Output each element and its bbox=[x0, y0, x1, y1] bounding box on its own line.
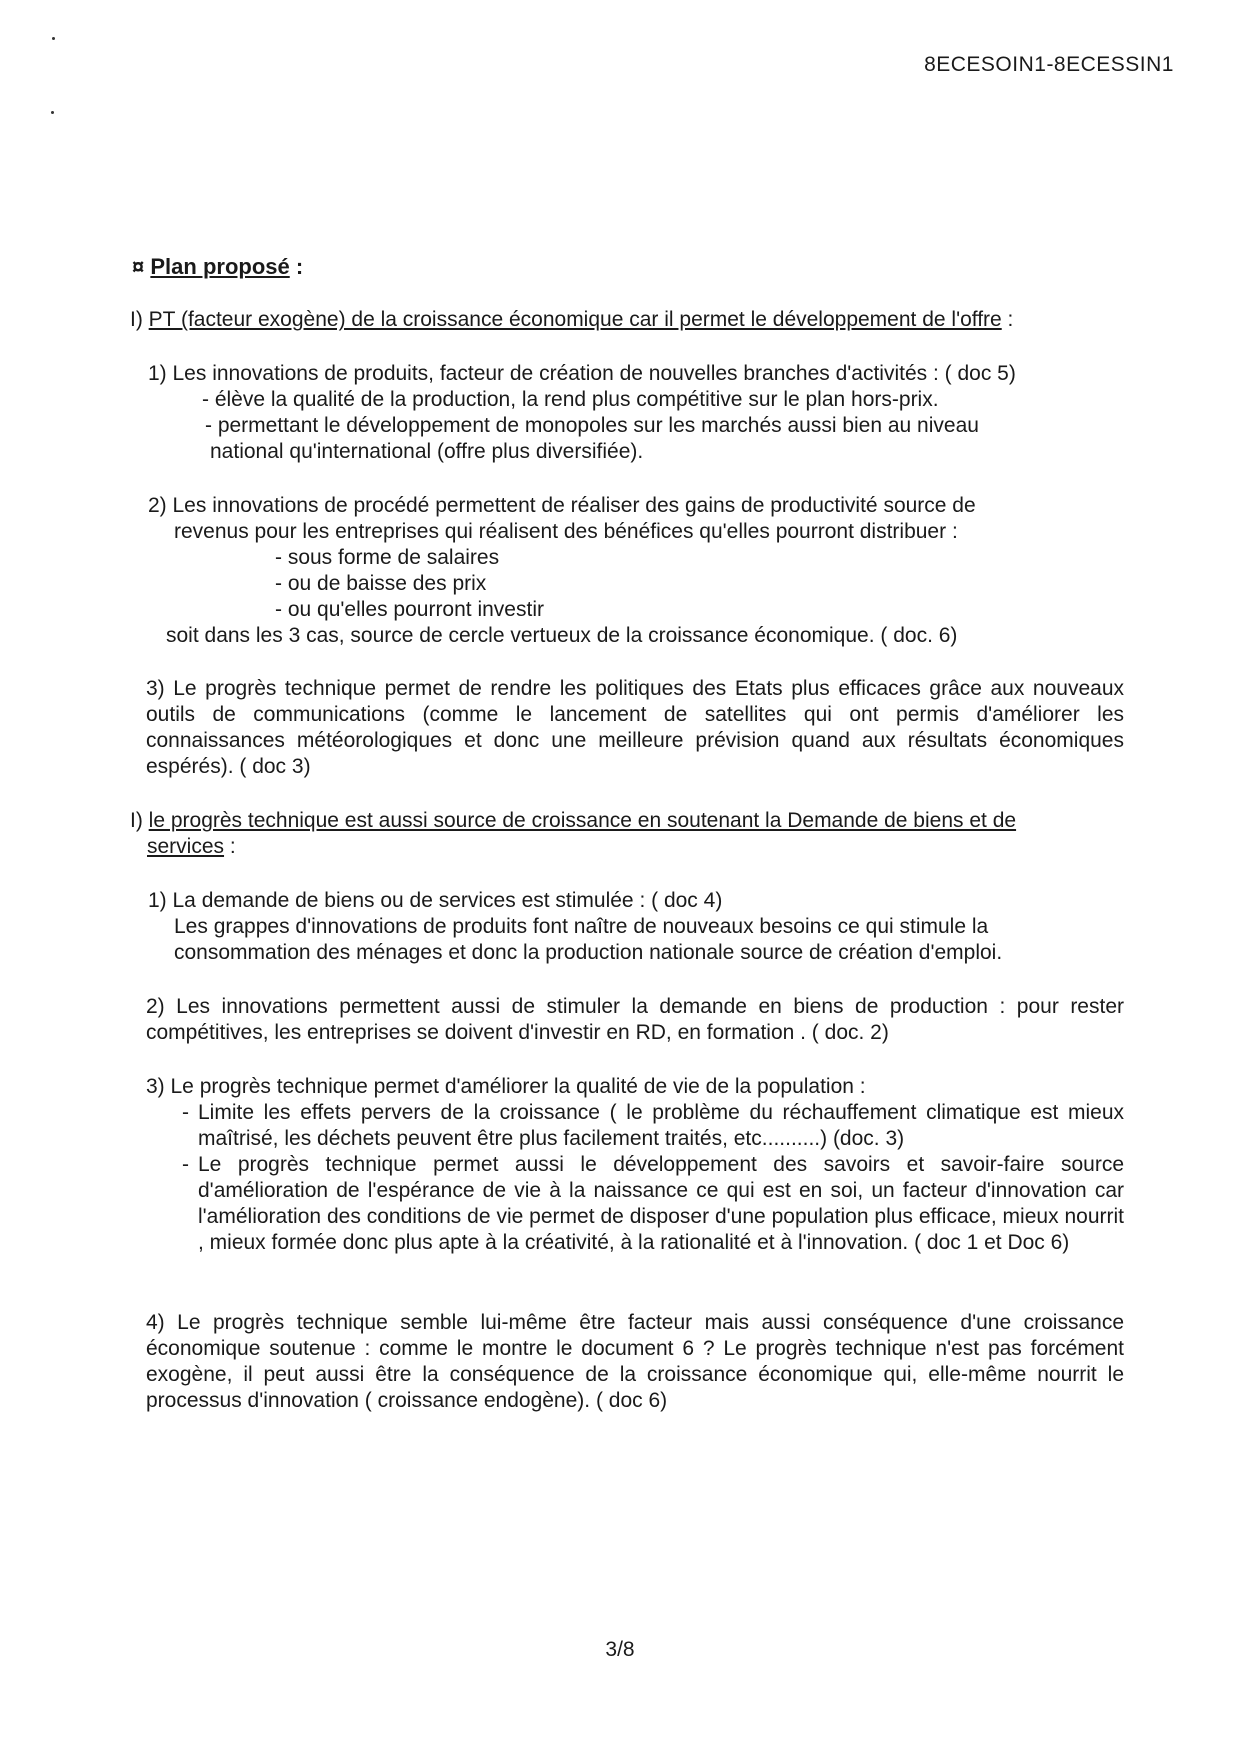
part1-sub3-paragraph: 3) Le progrès technique permet de rendre les politiques des Etats plus efficaces grâce aux nouveaux outils de communications (comme le lancement de satellites qui ont permis d'améliorer les connaissances météorologiques et donc une meilleure prévision quand aux résultats économiques espérés). ( doc 3) bbox=[146, 677, 1124, 778]
part2-heading-line1: le progrès technique est aussi source de croissance en soutenant la Demande de biens et de bbox=[148, 809, 1017, 832]
part2-sub3-bullet1: - Limite les effets pervers de la croissance ( le problème du réchauffement climatique est mieux maîtrisé, les déchets peuvent être plus facilement traités, etc..........) (doc. 3) bbox=[182, 1101, 1124, 1150]
part2-heading-line2: services bbox=[147, 835, 225, 858]
part1-sub2-line1: 2) Les innovations de procédé permettent de réaliser des gains de productivité source de bbox=[148, 494, 976, 517]
plan-heading bbox=[132, 254, 303, 280]
part2-heading bbox=[130, 808, 1130, 860]
part1-heading-text: PT (facteur exogène) de la croissance économique car il permet le développement de l'offre bbox=[148, 308, 1002, 331]
part1-sub2-conclusion: soit dans les 3 cas, source de cercle vertueux de la croissance économique. ( doc. 6) bbox=[166, 624, 958, 647]
part1-sub1-title: 1) Les innovations de produits, facteur de création de nouvelles branches d'activités : ( doc 5) bbox=[148, 362, 1016, 385]
document-code: 8ECESOIN1-8ECESSIN1 bbox=[924, 53, 1174, 76]
part1-sub2-line2: revenus pour les entreprises qui réalisent des bénéfices qu'elles pourront distribuer : bbox=[174, 520, 958, 543]
part2-numeral: I) bbox=[130, 809, 149, 832]
plan-colon: : bbox=[289, 254, 304, 279]
part1-sub1-bullet: - élève la qualité de la production, la rend plus compétitive sur le plan hors-prix. bbox=[202, 388, 939, 411]
part1-heading-tail: : bbox=[1001, 308, 1014, 331]
part1-sub2-item: - sous forme de salaires bbox=[275, 546, 500, 569]
part2-sub1-line2: consommation des ménages et donc la production nationale source de création d'emploi. bbox=[174, 941, 1003, 964]
scan-speck bbox=[51, 111, 54, 114]
part2-sub3-title: 3) Le progrès technique permet d'améliorer la qualité de vie de la population : bbox=[146, 1075, 866, 1098]
part1-sub1-bullet: - permettant le développement de monopoles sur les marchés aussi bien au niveau bbox=[205, 414, 979, 437]
part2-sub2-paragraph: 2) Les innovations permettent aussi de stimuler la demande en biens de production : pour rester compétitives, les entreprises se doivent d'investir en RD, en formation . ( doc. 2) bbox=[146, 995, 1124, 1044]
plan-bullet: ¤ bbox=[132, 254, 145, 279]
part2-sub3-bullet2-text: Le progrès technique permet aussi le développement des savoirs et savoir-faire source d'amélioration de l'espérance de vie à la naissance ce qui est en soi, un facteur d'innovation car l'amélioration des conditions de vie permet de disposer d'une population plus efficace, mieux nourrit , mieux formée donc plus apte à la créativité, à la rationalité et à l'innovation. ( doc 1 et Doc 6) bbox=[198, 1153, 1124, 1254]
part1-sub2-item: - ou de baisse des prix bbox=[275, 572, 487, 595]
part2-heading-tail: : bbox=[224, 835, 236, 858]
plan-title: Plan proposé bbox=[150, 254, 290, 279]
part2-sub1-line1: Les grappes d'innovations de produits font naître de nouveaux besoins ce qui stimule la bbox=[174, 915, 989, 938]
part1-numeral: I) bbox=[130, 308, 149, 331]
part1-sub2-item: - ou qu'elles pourront investir bbox=[275, 598, 544, 621]
page-number: 3/8 bbox=[605, 1638, 635, 1661]
part2-sub4-paragraph: 4) Le progrès technique semble lui-même être facteur mais aussi conséquence d'une croissance économique soutenue : comme le montre le document 6 ? Le progrès technique n'est pas forcément exogène, il peut aussi être la conséquence de la croissance économique qui, elle-même nourrit le processus d'innovation ( croissance endogène). ( doc 6) bbox=[146, 1311, 1124, 1412]
scan-speck bbox=[52, 37, 55, 40]
part1-heading bbox=[130, 307, 1130, 333]
part2-sub3-bullet1-text: Limite les effets pervers de la croissance ( le problème du réchauffement climatique est mieux maîtrisé, les déchets peuvent être plus facilement traités, etc..........) (doc. 3) bbox=[198, 1101, 1124, 1150]
part2-sub1-title: 1) La demande de biens ou de services est stimulée : ( doc 4) bbox=[148, 889, 723, 912]
part1-sub1-bullet: national qu'international (offre plus diversifiée). bbox=[210, 440, 644, 463]
part2-sub3-bullet2: - Le progrès technique permet aussi le développement des savoirs et savoir-faire source d'amélioration de l'espérance de vie à la naissance ce qui est en soi, un facteur d'innovation car l'amélioration des conditions de vie permet de disposer d'une population plus efficace, mieux nourrit , mieux formée donc plus apte à la créativité, à la rationalité et à l'innovation. ( doc 1 et Doc 6) bbox=[182, 1153, 1124, 1254]
